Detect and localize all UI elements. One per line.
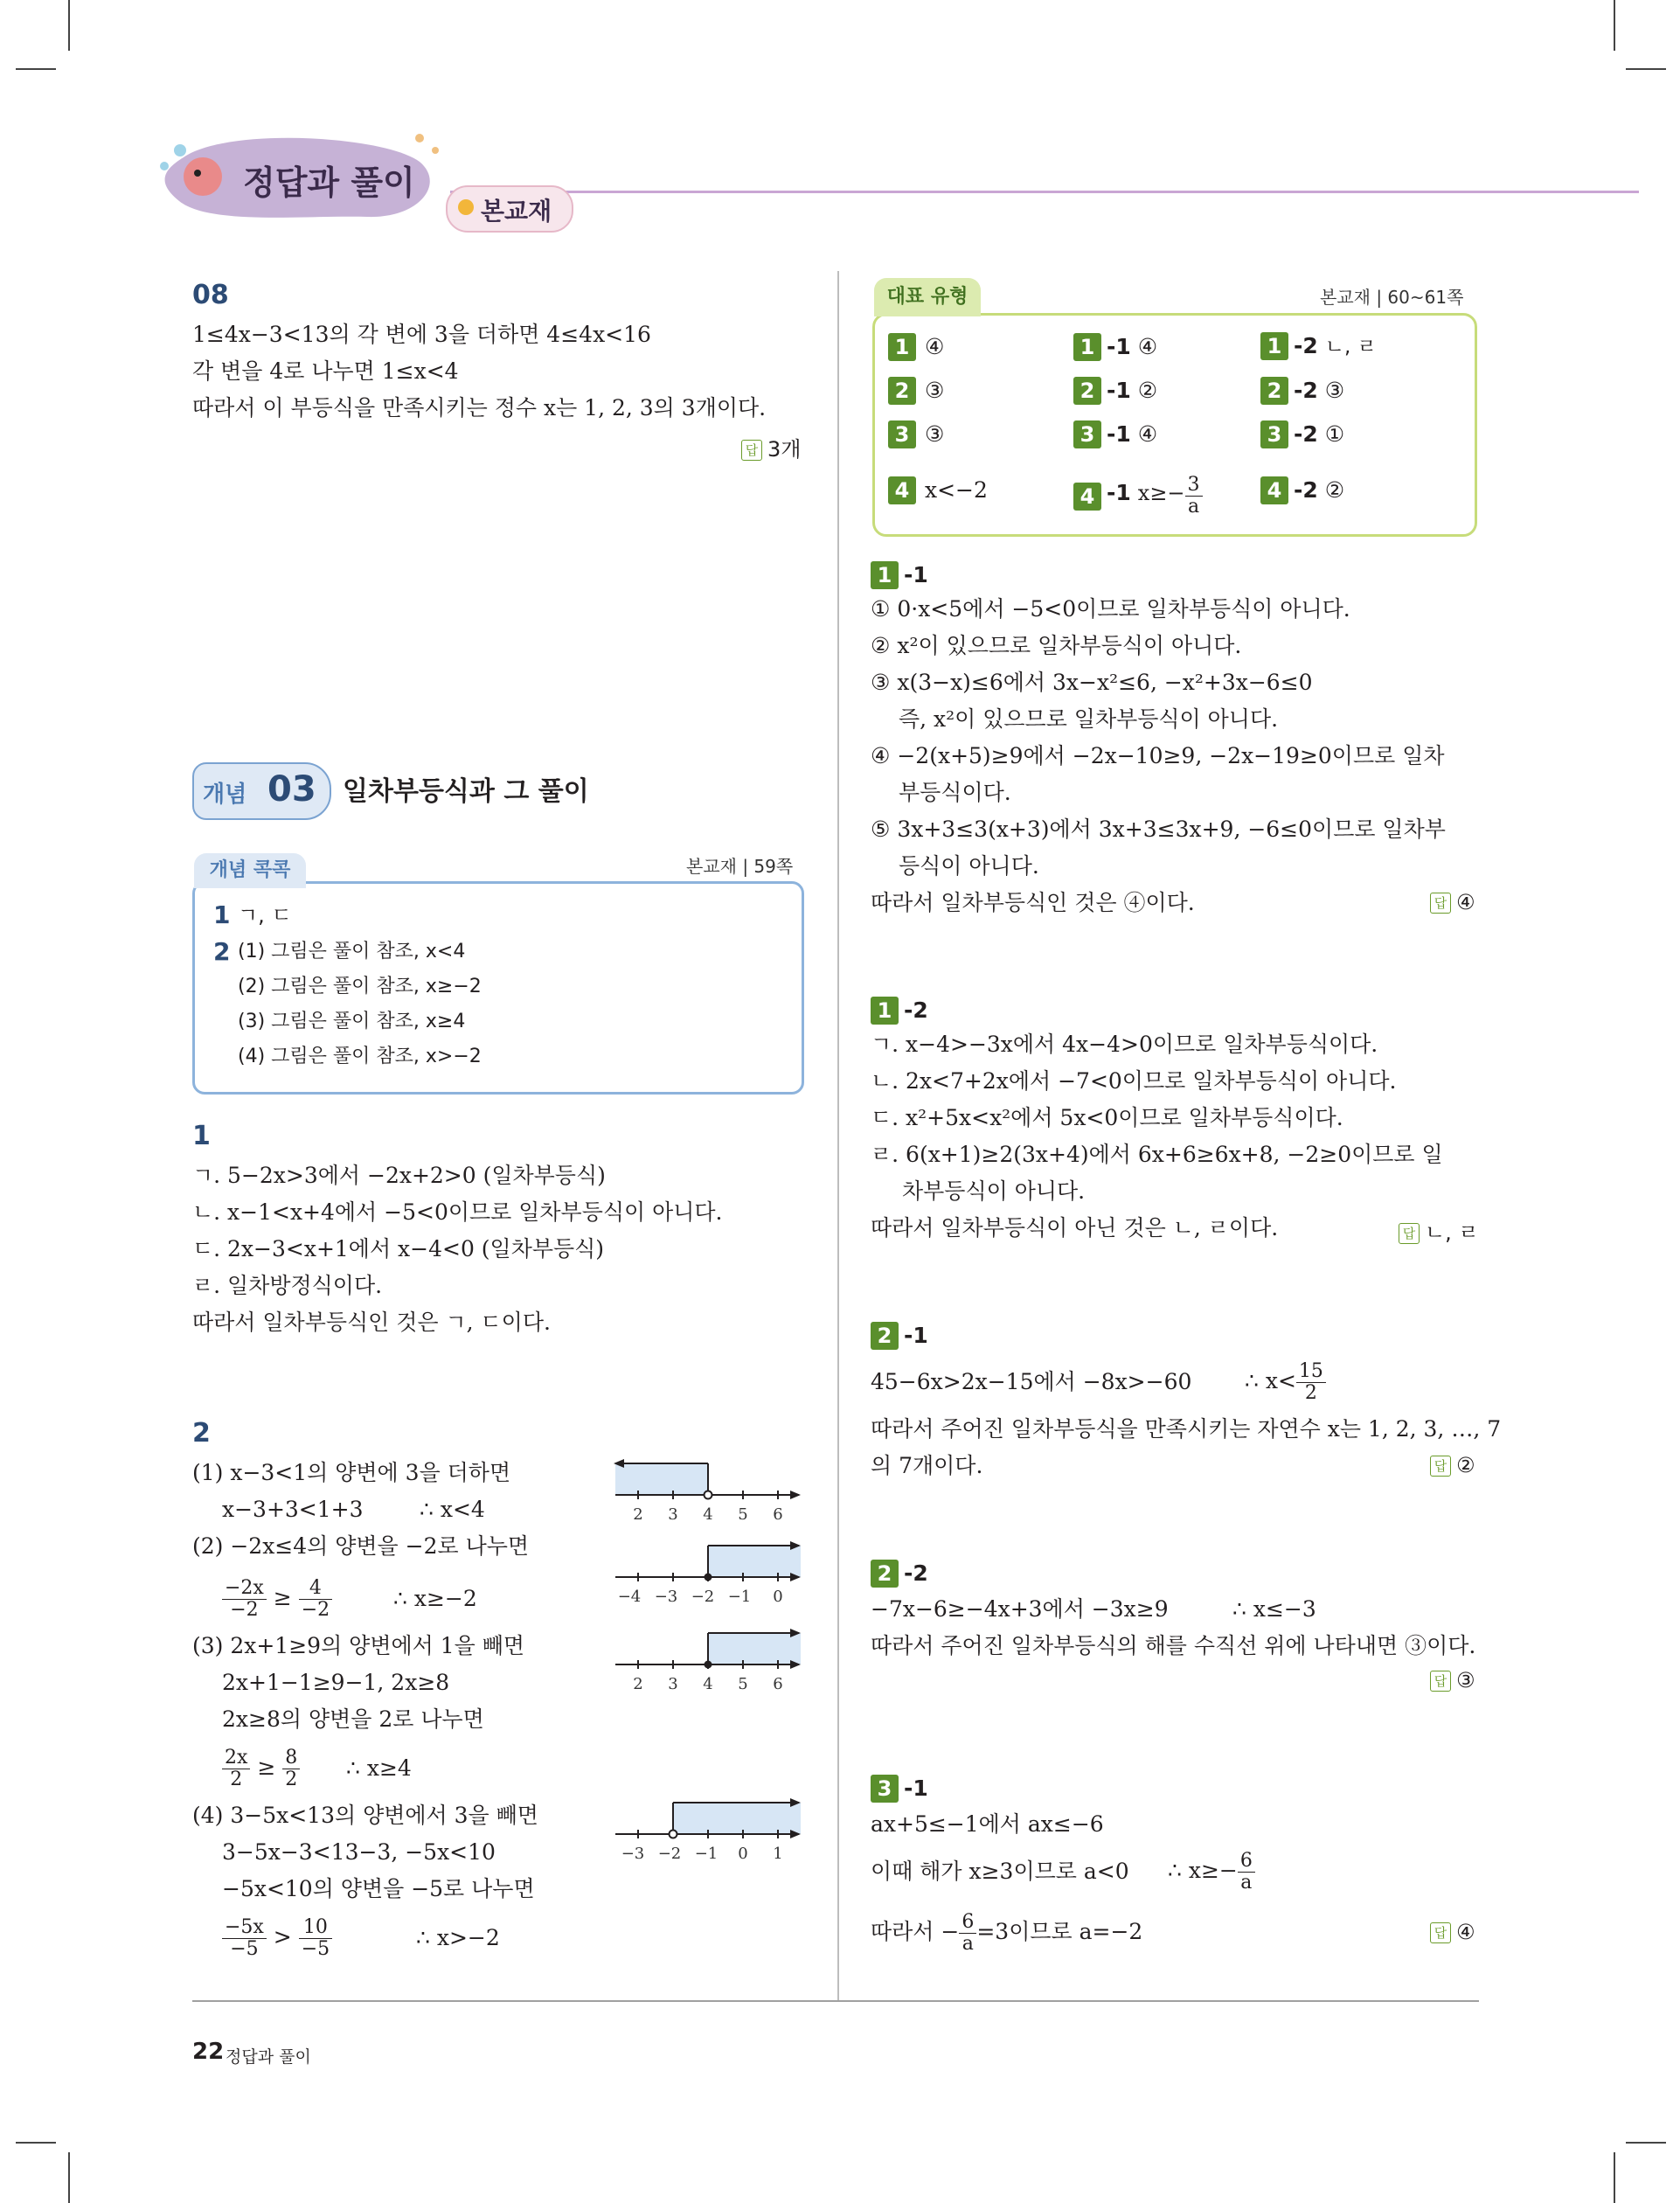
text-line: (2) −2x≤4의 양변을 −2로 나누면 bbox=[192, 1533, 530, 1559]
fraction-numerator: 10 bbox=[299, 1917, 332, 1939]
expression-text: =3이므로 a=−2 bbox=[976, 1919, 1143, 1944]
kongkong-item-text: ㄱ, ㄷ bbox=[238, 903, 292, 928]
type-number-badge: 2 bbox=[1073, 377, 1101, 405]
daepyo-item bbox=[1260, 376, 1344, 406]
answer-value: ④ bbox=[1456, 890, 1475, 914]
daepyo-item bbox=[888, 420, 944, 449]
number-line-1 bbox=[612, 1458, 804, 1525]
daepyo-item bbox=[888, 332, 944, 362]
text-line: (3) 2x+1≥9의 양변에서 1을 빼면 bbox=[192, 1633, 525, 1658]
type-number-badge: 4 bbox=[1073, 483, 1101, 511]
fraction-numerator: 6 bbox=[959, 1912, 976, 1934]
text-line: ① 0·x<5에서 −5<0이므로 일차부등식이 아니다. bbox=[871, 596, 1350, 622]
text-line: ax+5≤−1에서 ax≤−6 bbox=[871, 1811, 1104, 1837]
text-line: (4) 3−5x<13의 양변에서 3을 빼면 bbox=[192, 1803, 538, 1828]
type-number-badge: 1 bbox=[1073, 333, 1101, 361]
concept-badge-num: 03 bbox=[267, 769, 316, 810]
text-line: 이때 해가 x≥3이므로 a<0 bbox=[871, 1859, 1129, 1884]
kongkong-item-text: (2) 그림은 풀이 참조, x≥−2 bbox=[238, 976, 482, 997]
daepyo-ref: 본교재 | 60~61쪽 bbox=[1320, 287, 1464, 308]
text-line: −5x<10의 양변을 −5로 나누면 bbox=[222, 1876, 535, 1901]
fraction-numerator: 8 bbox=[282, 1748, 300, 1769]
fraction-denominator: a bbox=[1187, 496, 1200, 518]
text-line: ∴ x≥−2 bbox=[393, 1586, 477, 1611]
problem-number: 08 bbox=[192, 280, 229, 310]
type-number-badge: 2 bbox=[871, 1322, 899, 1350]
question-header bbox=[871, 1322, 928, 1350]
text-line: ∴ x>−2 bbox=[416, 1925, 500, 1950]
tick-label: 0 bbox=[738, 1845, 748, 1863]
answer-value: ③ bbox=[1456, 1668, 1475, 1692]
text-line: 따라서 일차부등식이 아닌 것은 ㄴ, ㄹ이다. bbox=[871, 1215, 1279, 1240]
text-line: 따라서 일차부등식인 것은 ㄱ, ㄷ이다. bbox=[192, 1310, 551, 1335]
answer-mark-icon: 답 bbox=[741, 440, 762, 461]
concept-badge-word: 개념 bbox=[203, 782, 247, 808]
daepyo-answer: x<−2 bbox=[925, 477, 988, 503]
tick-label: −3 bbox=[621, 1845, 645, 1863]
text-line: 3−5x−3<13−3, −5x<10 bbox=[222, 1839, 496, 1865]
text-line: ② x²이 있으므로 일차부등식이 아니다. bbox=[871, 633, 1242, 658]
tick-label: 6 bbox=[773, 1675, 783, 1693]
type-sub-label: -2 bbox=[1294, 421, 1318, 447]
closed-point bbox=[705, 1574, 712, 1581]
type-sub-label: -2 bbox=[904, 1560, 928, 1586]
crop-mark bbox=[16, 2142, 56, 2144]
fraction-denominator: −2 bbox=[301, 1599, 330, 1621]
text-line: 즉, x²이 있으므로 일차부등식이 아니다. bbox=[899, 706, 1279, 732]
text-line: 따라서 이 부등식을 만족시키는 정수 x는 1, 2, 3의 3개이다. bbox=[192, 395, 767, 420]
daepyo-answer: ① bbox=[1324, 421, 1345, 447]
answer-value: 3개 bbox=[767, 437, 802, 462]
fraction-denominator: a bbox=[961, 1933, 974, 1955]
text-line: ⑤ 3x+3≤3(x+3)에서 3x+3≤3x+9, −6≤0이므로 일차부 bbox=[871, 817, 1446, 842]
answer-mark-icon: 답 bbox=[1430, 1671, 1451, 1692]
fraction-numerator: −5x bbox=[222, 1917, 267, 1939]
text-line: 의 7개이다. bbox=[871, 1453, 983, 1478]
text-line: ㄴ. 2x<7+2x에서 −7<0이므로 일차부등식이 아니다. bbox=[871, 1068, 1397, 1094]
fraction-denominator: 2 bbox=[285, 1769, 298, 1790]
tick-label: −2 bbox=[691, 1588, 715, 1606]
crop-mark bbox=[68, 2152, 70, 2203]
answer-mark-icon: 답 bbox=[1399, 1223, 1420, 1244]
header-rule bbox=[450, 191, 1639, 193]
text-line: 부등식이다. bbox=[899, 780, 1011, 805]
text-line: 차부등식이 아니다. bbox=[902, 1178, 1086, 1204]
answer-mark-icon: 답 bbox=[1430, 893, 1451, 914]
answer-value: ㄴ, ㄹ bbox=[1425, 1220, 1479, 1245]
footer-rule bbox=[192, 2000, 1479, 2002]
daepyo-item bbox=[1260, 420, 1344, 449]
kongkong-item-text: (4) 그림은 풀이 참조, x>−2 bbox=[238, 1046, 482, 1067]
problem-number: 1 bbox=[192, 1121, 211, 1151]
header-tag-pill bbox=[446, 185, 573, 233]
type-sub-label: -2 bbox=[1294, 378, 1318, 403]
text-line: 각 변을 4로 나누면 1≤x<4 bbox=[192, 358, 459, 384]
daepyo-answer: ④ bbox=[925, 334, 945, 359]
relation-sign: ≥ bbox=[257, 1755, 276, 1780]
kongkong-item-number: 2 bbox=[213, 937, 231, 966]
daepyo-item bbox=[1073, 376, 1157, 406]
fraction-denominator: a bbox=[1240, 1872, 1253, 1894]
type-sub-label: -1 bbox=[1107, 421, 1131, 447]
fraction-denominator: −5 bbox=[230, 1938, 259, 1960]
tick-label: −1 bbox=[694, 1845, 719, 1863]
solution-region bbox=[708, 1633, 801, 1664]
type-number-badge: 2 bbox=[871, 1560, 899, 1588]
fraction-denominator: −5 bbox=[301, 1938, 330, 1960]
text-line: ∴ x≤−3 bbox=[1232, 1596, 1316, 1622]
text-line: 1≤4x−3<13의 각 변에 3을 더하면 4≤4x<16 bbox=[192, 322, 651, 347]
type-sub-label: -1 bbox=[904, 562, 928, 587]
tick-label: 5 bbox=[738, 1675, 748, 1693]
text-line: 따라서 주어진 일차부등식을 만족시키는 자연수 x는 1, 2, 3, …, 7 bbox=[871, 1416, 1502, 1442]
open-point bbox=[670, 1831, 677, 1838]
column-divider bbox=[837, 271, 839, 2002]
fraction-numerator: 2x bbox=[222, 1748, 250, 1769]
tick-label: 3 bbox=[668, 1505, 678, 1524]
text-line: 2x≥8의 양변을 2로 나누면 bbox=[222, 1706, 484, 1732]
type-sub-label: -2 bbox=[1294, 333, 1318, 358]
text-line: ㄷ. 2x−3<x+1에서 x−4<0 (일차부등식) bbox=[192, 1236, 605, 1261]
daepyo-answer: x≥− bbox=[1137, 481, 1185, 505]
type-sub-label: -1 bbox=[904, 1323, 928, 1348]
answer-value: ④ bbox=[1456, 1920, 1475, 1944]
fraction-expression bbox=[222, 1741, 300, 1794]
type-number-badge: 1 bbox=[888, 333, 916, 361]
type-number-badge: 4 bbox=[1260, 476, 1288, 504]
fraction-expression bbox=[871, 1906, 1142, 1958]
text-line: x−3+3<1+3 bbox=[222, 1497, 364, 1522]
crop-mark bbox=[1614, 2152, 1615, 2203]
daepyo-item bbox=[888, 476, 988, 505]
tick-label: −1 bbox=[727, 1588, 752, 1606]
expression-text: 따라서 − bbox=[871, 1919, 960, 1944]
open-point bbox=[705, 1491, 712, 1499]
tick-label: 2 bbox=[633, 1505, 643, 1524]
tick-label: 5 bbox=[738, 1505, 748, 1524]
type-number-badge: 1 bbox=[1260, 332, 1288, 360]
answer-mark-icon: 답 bbox=[1430, 1922, 1451, 1943]
concept-title: 일차부등식과 그 풀이 bbox=[343, 776, 589, 807]
daepyo-item bbox=[1260, 332, 1377, 362]
text-line: ㄱ. 5−2x>3에서 −2x+2>0 (일차부등식) bbox=[192, 1163, 606, 1188]
footer-label: 정답과 풀이 bbox=[226, 2047, 311, 2067]
type-number-badge: 1 bbox=[871, 997, 899, 1025]
daepyo-answer: ④ bbox=[1137, 421, 1158, 447]
answer-mark-icon: 답 bbox=[1430, 1456, 1451, 1477]
type-number-badge: 3 bbox=[888, 420, 916, 448]
type-number-badge: 2 bbox=[888, 377, 916, 405]
text-line: ㄷ. x²+5x<x²에서 5x<0이므로 일차부등식이다. bbox=[871, 1105, 1343, 1130]
fraction-expression bbox=[1245, 1355, 1326, 1407]
type-sub-label: -2 bbox=[1294, 477, 1318, 503]
question-header bbox=[871, 1775, 928, 1803]
tick-label: −4 bbox=[617, 1588, 642, 1606]
fraction-numerator: 3 bbox=[1185, 475, 1203, 497]
header-tag: 본교재 bbox=[481, 197, 552, 226]
fraction-expression bbox=[1168, 1845, 1255, 1897]
text-line: 2x+1−1≥9−1, 2x≥8 bbox=[222, 1670, 450, 1695]
text-line: ㄹ. 일차방정식이다. bbox=[192, 1273, 383, 1298]
fraction-expression bbox=[222, 1572, 332, 1624]
tick-label: 6 bbox=[773, 1505, 783, 1524]
fraction-denominator: −2 bbox=[230, 1599, 259, 1621]
concept-badge bbox=[192, 762, 331, 820]
daepyo-item bbox=[1073, 332, 1157, 362]
daepyo-answer: ④ bbox=[1137, 334, 1158, 359]
text-line: 따라서 일차부등식인 것은 ④이다. bbox=[871, 890, 1195, 915]
question-header bbox=[871, 1560, 928, 1588]
type-sub-label: -1 bbox=[904, 1776, 928, 1801]
text-line: ∴ x<4 bbox=[420, 1497, 485, 1522]
daepyo-item bbox=[1260, 476, 1344, 505]
text-line: (1) x−3<1의 양변에 3을 더하면 bbox=[192, 1460, 511, 1485]
daepyo-label: 대표 유형 bbox=[874, 278, 981, 316]
crop-mark bbox=[1626, 68, 1666, 70]
daepyo-answer: ㄴ, ㄹ bbox=[1324, 336, 1377, 358]
type-sub-label: -1 bbox=[1107, 480, 1131, 505]
relation-sign: > bbox=[273, 1924, 292, 1949]
question-header bbox=[871, 561, 928, 589]
number-line-2 bbox=[612, 1540, 804, 1607]
daepyo-item bbox=[1073, 469, 1203, 518]
tick-label: 2 bbox=[633, 1675, 643, 1693]
page-number: 22 bbox=[192, 2039, 225, 2065]
closed-point bbox=[705, 1661, 712, 1669]
fraction-numerator: −2x bbox=[222, 1578, 267, 1600]
answer-value: ② bbox=[1456, 1453, 1475, 1477]
tick-label: −3 bbox=[654, 1588, 678, 1606]
answer bbox=[1399, 1215, 1479, 1246]
crop-mark bbox=[68, 0, 70, 51]
expression-text: ∴ x≥− bbox=[1168, 1858, 1238, 1883]
text-line: ㄱ. x−4>−3x에서 4x−4>0이므로 일차부등식이다. bbox=[871, 1032, 1378, 1057]
type-sub-label: -1 bbox=[1107, 334, 1131, 359]
fraction-denominator: 2 bbox=[230, 1769, 243, 1790]
kongkong-item-number: 1 bbox=[213, 900, 231, 929]
text-line: ㄹ. 6(x+1)≥2(3x+4)에서 6x+6≥6x+8, −2≥0이므로 일 bbox=[871, 1142, 1443, 1167]
text-line: 45−6x>2x−15에서 −8x>−60 bbox=[871, 1369, 1192, 1394]
daepyo-answer: ③ bbox=[1324, 378, 1345, 403]
fraction-numerator: 4 bbox=[299, 1578, 332, 1600]
question-header bbox=[871, 997, 928, 1025]
kongkong-item-text: (3) 그림은 풀이 참조, x≥4 bbox=[238, 1011, 466, 1032]
fraction-numerator: 15 bbox=[1296, 1361, 1326, 1383]
relation-sign: ≥ bbox=[273, 1585, 292, 1610]
crop-mark bbox=[16, 68, 56, 70]
tick-label: 4 bbox=[703, 1675, 713, 1693]
tag-dot-icon bbox=[458, 199, 474, 215]
solution-region bbox=[673, 1803, 801, 1834]
header-title: 정답과 풀이 bbox=[243, 163, 415, 202]
tick-label: 3 bbox=[668, 1675, 678, 1693]
type-number-badge: 2 bbox=[1260, 377, 1288, 405]
tick-label: 0 bbox=[773, 1588, 783, 1606]
text-line: −7x−6≥−4x+3에서 −3x≥9 bbox=[871, 1596, 1169, 1622]
text-line: ㄴ. x−1<x+4에서 −5<0이므로 일차부등식이 아니다. bbox=[192, 1199, 723, 1225]
answer bbox=[1430, 1453, 1475, 1477]
daepyo-answer: ② bbox=[1137, 378, 1158, 403]
fraction-numerator: 6 bbox=[1238, 1851, 1255, 1873]
type-sub-label: -2 bbox=[904, 997, 928, 1023]
solution-region bbox=[708, 1546, 801, 1577]
expression-text: ∴ x< bbox=[1245, 1368, 1296, 1393]
text-line: 따라서 주어진 일차부등식의 해를 수직선 위에 나타내면 ③이다. bbox=[871, 1633, 1476, 1658]
text-line: ∴ x≥4 bbox=[346, 1755, 412, 1781]
answer bbox=[741, 432, 801, 462]
tick-label: 4 bbox=[703, 1505, 713, 1524]
tick-label: −2 bbox=[657, 1845, 682, 1863]
kongkong-item-text: (1) 그림은 풀이 참조, x<4 bbox=[238, 941, 466, 963]
daepyo-item bbox=[888, 376, 944, 406]
answer bbox=[1430, 1920, 1475, 1944]
fraction-denominator: 2 bbox=[1304, 1382, 1317, 1404]
number-line-4 bbox=[612, 1797, 804, 1864]
type-number-badge: 4 bbox=[888, 476, 916, 504]
daepyo-item bbox=[1073, 420, 1157, 449]
crop-mark bbox=[1614, 0, 1615, 51]
tick-label: 1 bbox=[773, 1845, 783, 1863]
daepyo-answer: ③ bbox=[925, 421, 945, 447]
daepyo-answer: ③ bbox=[925, 378, 945, 403]
crop-mark bbox=[1626, 2142, 1666, 2144]
kongkong-ref: 본교재 | 59쪽 bbox=[686, 856, 794, 877]
problem-number: 2 bbox=[192, 1418, 211, 1449]
solution-region bbox=[615, 1463, 708, 1495]
fraction-expression bbox=[222, 1911, 332, 1963]
type-number-badge: 1 bbox=[871, 561, 899, 589]
type-number-badge: 3 bbox=[871, 1775, 899, 1803]
type-number-badge: 3 bbox=[1073, 420, 1101, 448]
answer bbox=[1430, 890, 1475, 914]
daepyo-answer: ② bbox=[1324, 477, 1345, 503]
type-sub-label: -1 bbox=[1107, 378, 1131, 403]
text-line: ③ x(3−x)≤6에서 3x−x²≤6, −x²+3x−6≤0 bbox=[871, 670, 1313, 695]
answer bbox=[1430, 1668, 1475, 1692]
number-line-3 bbox=[612, 1628, 804, 1694]
kongkong-label: 개념 콕콕 bbox=[194, 853, 306, 888]
text-line: ④ −2(x+5)≥9에서 −2x−10≥9, −2x−19≥0이므로 일차 bbox=[871, 743, 1445, 768]
type-number-badge: 3 bbox=[1260, 420, 1288, 448]
text-line: 등식이 아니다. bbox=[899, 853, 1039, 879]
